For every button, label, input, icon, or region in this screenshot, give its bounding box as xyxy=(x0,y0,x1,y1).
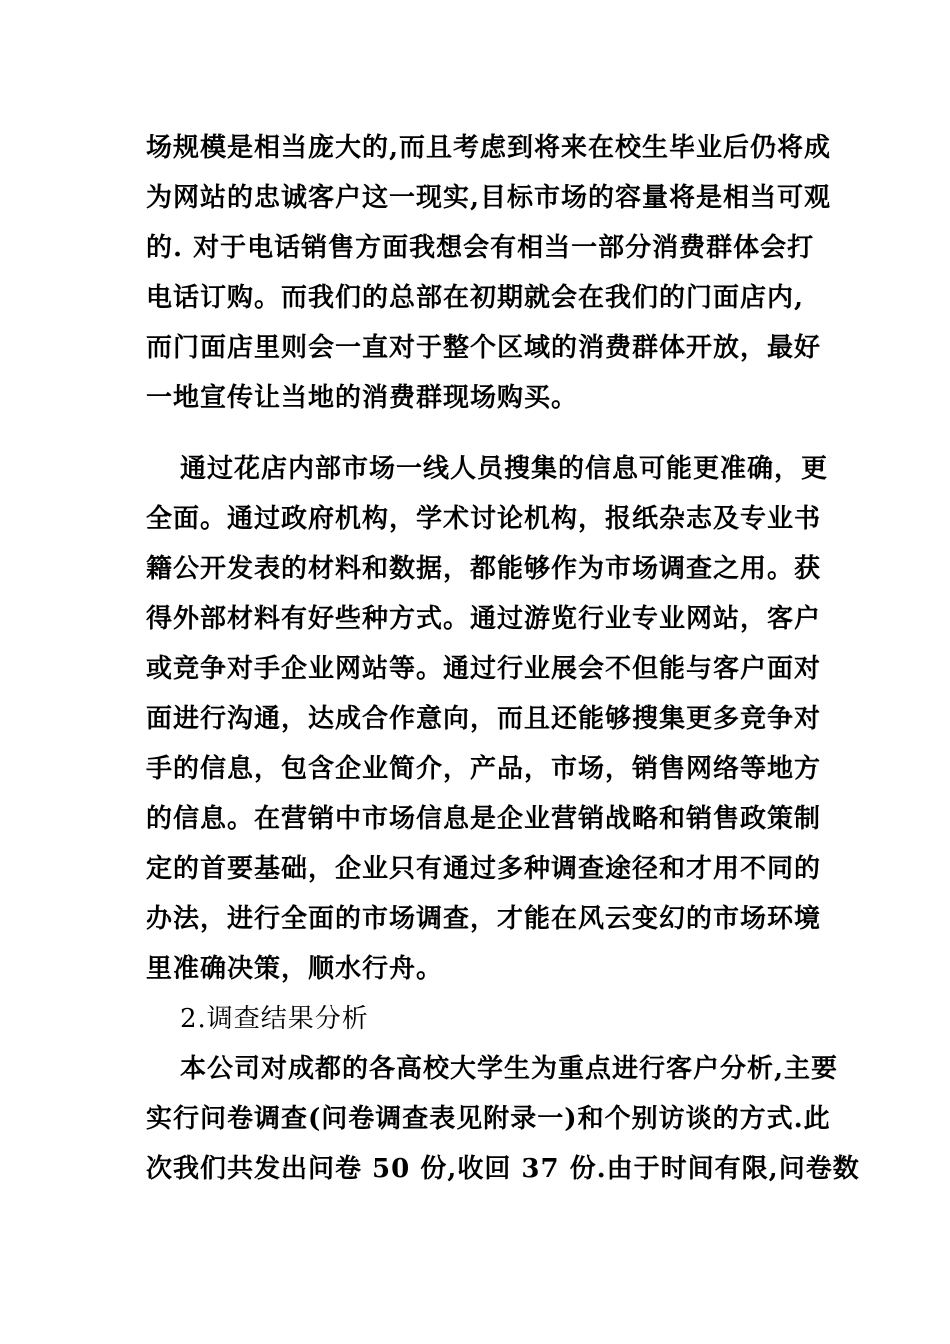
paragraph-1-line-6: 一地宣传让当地的消费群现场购买。 xyxy=(146,383,579,413)
paragraph-2-line-7: 手的信息，包含企业简介，产品，市场，销售网络等地方 xyxy=(146,754,822,784)
paragraph-2-line-6: 面进行沟通，达成合作意向，而且还能够搜集更多竞争对 xyxy=(146,704,822,734)
paragraph-2-line-3: 籍公开发表的材料和数据，都能够作为市场调查之用。获 xyxy=(146,554,822,584)
paragraph-1-line-5: 而门面店里则会一直对于整个区域的消费群体开放，最好 xyxy=(146,333,822,363)
paragraph-2-line-10: 办法，进行全面的市场调查，才能在风云变幻的市场环境 xyxy=(146,904,822,934)
paragraph-2-line-11: 里准确决策，顺水行舟。 xyxy=(146,954,444,984)
paragraph-3-line-2: 实行问卷调查(问卷调查表见附录一)和个别访谈的方式.此 xyxy=(146,1104,831,1134)
paragraph-2-line-1: 通过花店内部市场一线人员搜集的信息可能更准确，更 xyxy=(180,454,829,484)
paragraph-2-line-2: 全面。通过政府机构，学术讨论机构，报纸杂志及专业书 xyxy=(146,504,822,534)
paragraph-1-line-1: 场规模是相当庞大的,而且考虑到将来在校生毕业后仍将成 xyxy=(146,133,832,163)
paragraph-3-line-1: 本公司对成都的各高校大学生为重点进行客户分析,主要 xyxy=(180,1054,839,1084)
paragraph-1-line-3: 的. 对于电话销售方面我想会有相当一部分消费群体会打 xyxy=(146,233,815,263)
paragraph-2-line-5: 或竞争对手企业网站等。通过行业展会不但能与客户面对 xyxy=(146,654,822,684)
paragraph-2-line-8: 的信息。在营销中市场信息是企业营销战略和销售政策制 xyxy=(146,804,822,834)
section-heading: 2.调查结果分析 xyxy=(180,1004,369,1034)
paragraph-1-line-4: 电话订购。而我们的总部在初期就会在我们的门面店内, xyxy=(146,283,805,313)
paragraph-2-line-9: 定的首要基础，企业只有通过多种调查途径和才用不同的 xyxy=(146,854,822,884)
paragraph-1-line-2: 为网站的忠诚客户这一现实,目标市场的容量将是相当可观 xyxy=(146,183,832,213)
paragraph-2-line-4: 得外部材料有好些种方式。通过游览行业专业网站，客户 xyxy=(146,604,822,634)
paragraph-3-line-3: 次我们共发出问卷 50 份,收回 37 份.由于时间有限,问卷数 xyxy=(146,1154,860,1184)
